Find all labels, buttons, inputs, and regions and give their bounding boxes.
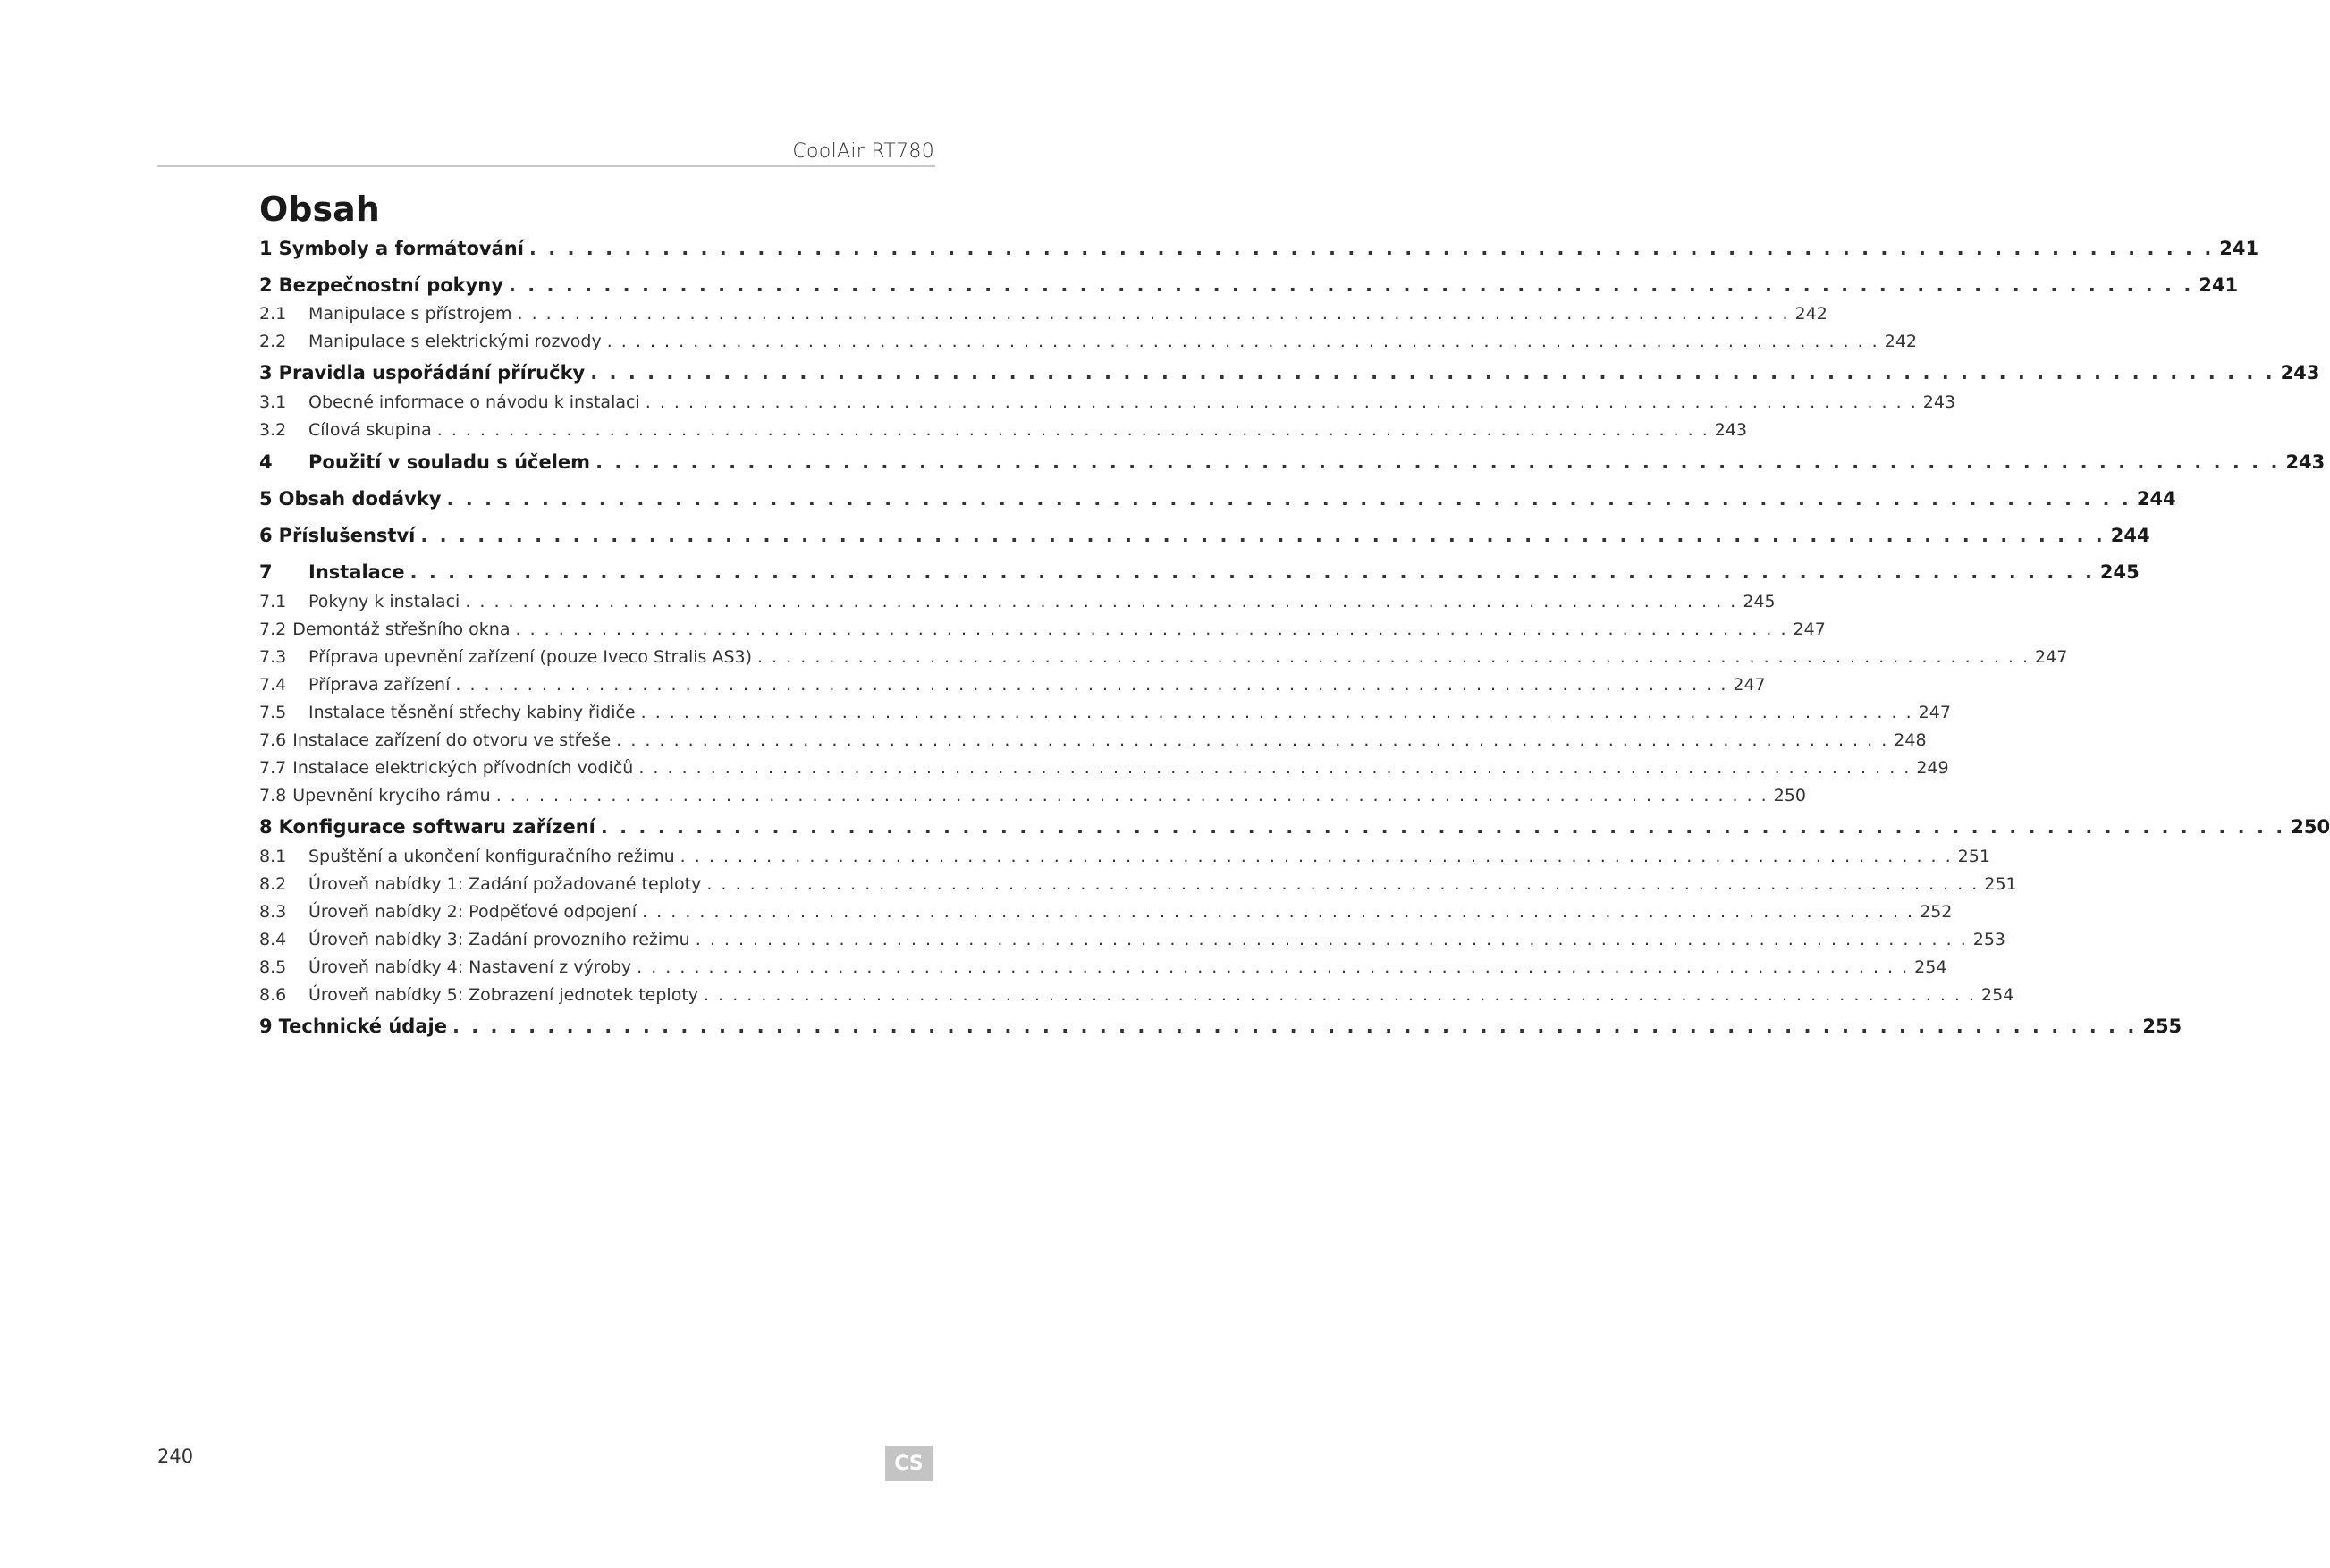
page-title: Obsah: [259, 190, 380, 229]
toc-entry-number: 1: [259, 238, 273, 259]
toc-dot-leader: . . . . . . . . . . . . . . . . . . . . . . . . . . . . . . . . . . . . . . . . . . . . . . . . . . . . . . . . . . . . . . . . . . . . . . . . . . . . . . . . . . . . . . . . .: [515, 620, 1788, 639]
toc-entry-number: 8.5: [259, 957, 287, 977]
toc-dot-leader: . . . . . . . . . . . . . . . . . . . . . . . . . . . . . . . . . . . . . . . . . . . . . . . . . . . . . . . . . . . . . . . . . . . . . . . . . . . . . . . . . . . . . . . . .: [590, 362, 2275, 384]
toc-entry-page: 255: [2142, 1016, 2182, 1037]
toc-entry-page: 247: [1918, 703, 1951, 722]
toc-entry-number: 7.5: [259, 703, 287, 722]
toc-entry: [259, 847, 1990, 873]
toc-entry-title: Úroveň nabídky 3: Zadání provozního režimu: [308, 930, 690, 949]
toc-entry-title: Upevnění krycího rámu: [292, 786, 491, 805]
toc-entry-number: 2: [259, 274, 273, 296]
toc-dot-leader: . . . . . . . . . . . . . . . . . . . . . . . . . . . . . . . . . . . . . . . . . . . . . . . . . . . . . . . . . . . . . . . . . . . . . . . . . . . . . . . . . . . . . . . . .: [695, 930, 1968, 949]
toc-entry: [259, 238, 2259, 266]
toc-entry-page: 243: [1922, 392, 1956, 412]
toc-entry: [259, 1016, 2182, 1044]
toc-dot-leader: . . . . . . . . . . . . . . . . . . . . . . . . . . . . . . . . . . . . . . . . . . . . . . . . . . . . . . . . . . . . . . . . . . . . . . . . . . . . . . . . . . . . . . . . .: [595, 451, 2281, 473]
toc-entry: [259, 957, 1947, 984]
toc-entry-title: Instalace těsnění střechy kabiny řidiče: [308, 703, 636, 722]
toc-entry-page: 245: [1743, 592, 1776, 611]
toc-entry-title: Úroveň nabídky 5: Zobrazení jednotek teploty: [308, 985, 699, 1005]
toc-entry-page: 253: [1972, 930, 2006, 949]
toc-entry-title: Technické údaje: [278, 1016, 447, 1037]
toc-entry: [259, 874, 2017, 901]
toc-entry-number: 5: [259, 488, 273, 510]
document-header-title: CoolAir RT780: [792, 140, 934, 163]
toc-entry: [259, 332, 1917, 358]
toc-entry-page: 247: [1793, 620, 1826, 639]
toc-dot-leader: . . . . . . . . . . . . . . . . . . . . . . . . . . . . . . . . . . . . . . . . . . . . . . . . . . . . . . . . . . . . . . . . . . . . . . . . . . . . . . . . . . . . . . . . .: [638, 758, 1912, 778]
toc-entry: [259, 902, 1953, 929]
toc-entry-page: 252: [1920, 902, 1953, 922]
toc-entry-number: 7.1: [259, 592, 287, 611]
toc-dot-leader: . . . . . . . . . . . . . . . . . . . . . . . . . . . . . . . . . . . . . . . . . . . . . . . . . . . . . . . . . . . . . . . . . . . . . . . . . . . . . . . . . . . . . . . . .: [606, 332, 1879, 351]
toc-entry-page: 247: [1733, 675, 1766, 695]
toc-entry: [259, 703, 1951, 729]
toc-entry-title: Instalace elektrických přívodních vodičů: [292, 758, 634, 778]
toc-entry-number: 7.3: [259, 647, 287, 667]
header-divider: [157, 165, 935, 167]
toc-entry: [259, 525, 2150, 553]
toc-entry: [259, 730, 1927, 757]
toc-entry-number: 7.8: [259, 786, 287, 805]
toc-entry: [259, 985, 2014, 1012]
toc-entry-title: Spuštění a ukončení konfiguračního režimu: [308, 847, 675, 866]
toc-entry: [259, 930, 2006, 957]
toc-entry-number: 8.2: [259, 874, 287, 894]
toc-entry-number: 9: [259, 1016, 273, 1037]
toc-entry-page: 247: [2035, 647, 2068, 667]
toc-entry-title: Instalace zařízení do otvoru ve střeše: [292, 730, 612, 750]
toc-entry-title: Manipulace s přístrojem: [308, 304, 512, 324]
toc-entry-number: 8: [259, 816, 273, 838]
toc-entry: [259, 592, 1776, 619]
toc-entry-title: Příslušenství: [278, 525, 416, 546]
toc-dot-leader: . . . . . . . . . . . . . . . . . . . . . . . . . . . . . . . . . . . . . . . . . . . . . . . . . . . . . . . . . . . . . . . . . . . . . . . . . . . . . . . . . . . . . . . . .: [446, 488, 2132, 510]
toc-entry: [259, 304, 1828, 331]
toc-dot-leader: . . . . . . . . . . . . . . . . . . . . . . . . . . . . . . . . . . . . . . . . . . . . . . . . . . . . . . . . . . . . . . . . . . . . . . . . . . . . . . . . . . . . . . . . .: [452, 1016, 2138, 1037]
toc-dot-leader: . . . . . . . . . . . . . . . . . . . . . . . . . . . . . . . . . . . . . . . . . . . . . . . . . . . . . . . . . . . . . . . . . . . . . . . . . . . . . . . . . . . . . . . . .: [640, 703, 1913, 722]
toc-entry-number: 7.6: [259, 730, 287, 750]
toc-dot-leader: . . . . . . . . . . . . . . . . . . . . . . . . . . . . . . . . . . . . . . . . . . . . . . . . . . . . . . . . . . . . . . . . . . . . . . . . . . . . . . . . . . . . . . . . .: [508, 274, 2194, 296]
toc-entry-title: Pravidla uspořádání příručky: [278, 362, 586, 384]
toc-entry-page: 251: [1984, 874, 2017, 894]
toc-entry-title: Příprava zařízení: [308, 675, 451, 695]
toc-entry: [259, 274, 2239, 303]
toc-entry-title: Pokyny k instalaci: [308, 592, 460, 611]
toc-entry-page: 250: [1773, 786, 1806, 805]
toc-entry-title: Úroveň nabídky 2: Podpěťové odpojení: [308, 902, 637, 922]
toc-dot-leader: . . . . . . . . . . . . . . . . . . . . . . . . . . . . . . . . . . . . . . . . . . . . . . . . . . . . . . . . . . . . . . . . . . . . . . . . . . . . . . . . . . . . . . . . .: [436, 420, 1710, 440]
toc-entry-page: 241: [2199, 274, 2239, 296]
toc-entry-title: Použití v souladu s účelem: [308, 451, 591, 473]
toc-entry-title: Úroveň nabídky 1: Zadání požadované teploty: [308, 874, 702, 894]
toc-entry: [259, 392, 1956, 419]
toc-entry: [259, 786, 1806, 813]
toc-entry-page: 243: [1714, 420, 1748, 440]
toc-entry-number: 3: [259, 362, 273, 384]
toc-entry: [259, 362, 2320, 391]
toc-entry-title: Konfigurace softwaru zařízení: [278, 816, 595, 838]
toc-entry: [259, 647, 2068, 674]
toc-entry-title: Bezpečnostní pokyny: [278, 274, 503, 296]
toc-entry-page: 245: [2099, 561, 2140, 583]
toc-entry-number: 8.6: [259, 985, 287, 1005]
toc-entry: [259, 488, 2176, 517]
toc-entry-title: Cílová skupina: [308, 420, 432, 440]
toc-entry-number: 7.2: [259, 620, 287, 639]
toc-entry-title: Manipulace s elektrickými rozvody: [308, 332, 602, 351]
toc-entry-number: 4: [259, 451, 273, 473]
toc-entry-page: 241: [2219, 238, 2259, 259]
toc-dot-leader: . . . . . . . . . . . . . . . . . . . . . . . . . . . . . . . . . . . . . . . . . . . . . . . . . . . . . . . . . . . . . . . . . . . . . . . . . . . . . . . . . . . . . . . . .: [465, 592, 1738, 611]
toc-entry-number: 3.1: [259, 392, 287, 412]
toc-entry-title: Obecné informace o návodu k instalaci: [308, 392, 640, 412]
toc-entry-page: 254: [1914, 957, 1947, 977]
toc-entry-title: Symboly a formátování: [278, 238, 524, 259]
toc-entry-title: Obsah dodávky: [278, 488, 442, 510]
toc-dot-leader: . . . . . . . . . . . . . . . . . . . . . . . . . . . . . . . . . . . . . . . . . . . . . . . . . . . . . . . . . . . . . . . . . . . . . . . . . . . . . . . . . . . . . . . . .: [420, 525, 2106, 546]
toc-entry: [259, 816, 2330, 845]
toc-entry-page: 249: [1916, 758, 1949, 778]
toc-dot-leader: . . . . . . . . . . . . . . . . . . . . . . . . . . . . . . . . . . . . . . . . . . . . . . . . . . . . . . . . . . . . . . . . . . . . . . . . . . . . . . . . . . . . . . . . .: [704, 985, 1977, 1005]
toc-entry-title: Příprava upevnění zařízení (pouze Iveco Stralis AS3): [308, 647, 753, 667]
toc-entry-page: 244: [2110, 525, 2150, 546]
toc-dot-leader: . . . . . . . . . . . . . . . . . . . . . . . . . . . . . . . . . . . . . . . . . . . . . . . . . . . . . . . . . . . . . . . . . . . . . . . . . . . . . . . . . . . . . . . . .: [757, 647, 2030, 667]
toc-entry-number: 7.7: [259, 758, 287, 778]
toc-entry-number: 3.2: [259, 420, 287, 440]
toc-dot-leader: . . . . . . . . . . . . . . . . . . . . . . . . . . . . . . . . . . . . . . . . . . . . . . . . . . . . . . . . . . . . . . . . . . . . . . . . . . . . . . . . . . . . . . . . .: [645, 392, 1918, 412]
toc-dot-leader: . . . . . . . . . . . . . . . . . . . . . . . . . . . . . . . . . . . . . . . . . . . . . . . . . . . . . . . . . . . . . . . . . . . . . . . . . . . . . . . . . . . . . . . . .: [455, 675, 1728, 695]
toc-entry-page: 242: [1794, 304, 1828, 324]
toc-dot-leader: . . . . . . . . . . . . . . . . . . . . . . . . . . . . . . . . . . . . . . . . . . . . . . . . . . . . . . . . . . . . . . . . . . . . . . . . . . . . . . . . . . . . . . . . .: [600, 816, 2286, 838]
toc-entry-page: 243: [2280, 362, 2320, 384]
toc-entry-title: Úroveň nabídky 4: Nastavení z výroby: [308, 957, 632, 977]
toc-dot-leader: . . . . . . . . . . . . . . . . . . . . . . . . . . . . . . . . . . . . . . . . . . . . . . . . . . . . . . . . . . . . . . . . . . . . . . . . . . . . . . . . . . . . . . . . .: [409, 561, 2095, 583]
toc-dot-leader: . . . . . . . . . . . . . . . . . . . . . . . . . . . . . . . . . . . . . . . . . . . . . . . . . . . . . . . . . . . . . . . . . . . . . . . . . . . . . . . . . . . . . . . . .: [517, 304, 1790, 324]
toc-entry: [259, 675, 1766, 702]
toc-entry-page: 244: [2136, 488, 2176, 510]
toc-entry-number: 2.2: [259, 332, 287, 351]
toc-entry-page: 254: [1981, 985, 2014, 1005]
toc-entry-number: 8.4: [259, 930, 287, 949]
toc-entry-page: 248: [1894, 730, 1927, 750]
toc-entry: [259, 561, 2140, 590]
language-badge: CS: [885, 1446, 933, 1481]
toc-entry: [259, 758, 1949, 785]
toc-dot-leader: . . . . . . . . . . . . . . . . . . . . . . . . . . . . . . . . . . . . . . . . . . . . . . . . . . . . . . . . . . . . . . . . . . . . . . . . . . . . . . . . . . . . . . . . .: [680, 847, 1953, 866]
toc-entry: [259, 620, 1826, 646]
toc-entry-title: Demontáž střešního okna: [292, 620, 511, 639]
toc-entry-title: Instalace: [308, 561, 405, 583]
toc-entry-number: 2.1: [259, 304, 287, 324]
toc-entry-page: 250: [2291, 816, 2330, 838]
toc-dot-leader: . . . . . . . . . . . . . . . . . . . . . . . . . . . . . . . . . . . . . . . . . . . . . . . . . . . . . . . . . . . . . . . . . . . . . . . . . . . . . . . . . . . . . . . . .: [706, 874, 1980, 894]
toc-dot-leader: . . . . . . . . . . . . . . . . . . . . . . . . . . . . . . . . . . . . . . . . . . . . . . . . . . . . . . . . . . . . . . . . . . . . . . . . . . . . . . . . . . . . . . . . .: [528, 238, 2215, 259]
toc-entry-page: 242: [1884, 332, 1917, 351]
toc-dot-leader: . . . . . . . . . . . . . . . . . . . . . . . . . . . . . . . . . . . . . . . . . . . . . . . . . . . . . . . . . . . . . . . . . . . . . . . . . . . . . . . . . . . . . . . . .: [642, 902, 1915, 922]
toc-entry-number: 8.1: [259, 847, 287, 866]
toc-entry-page: 251: [1957, 847, 1990, 866]
toc-entry: [259, 451, 2326, 480]
toc-entry-number: 7: [259, 561, 273, 583]
toc-dot-leader: . . . . . . . . . . . . . . . . . . . . . . . . . . . . . . . . . . . . . . . . . . . . . . . . . . . . . . . . . . . . . . . . . . . . . . . . . . . . . . . . . . . . . . . . .: [637, 957, 1910, 977]
toc-entry-number: 8.3: [259, 902, 287, 922]
toc-entry-number: 7.4: [259, 675, 287, 695]
toc-entry-page: 243: [2285, 451, 2326, 473]
page-number: 240: [157, 1446, 194, 1467]
toc-dot-leader: . . . . . . . . . . . . . . . . . . . . . . . . . . . . . . . . . . . . . . . . . . . . . . . . . . . . . . . . . . . . . . . . . . . . . . . . . . . . . . . . . . . . . . . . .: [616, 730, 1889, 750]
toc-dot-leader: . . . . . . . . . . . . . . . . . . . . . . . . . . . . . . . . . . . . . . . . . . . . . . . . . . . . . . . . . . . . . . . . . . . . . . . . . . . . . . . . . . . . . . . . .: [495, 786, 1769, 805]
toc-entry: [259, 420, 1748, 447]
toc-entry-number: 6: [259, 525, 273, 546]
